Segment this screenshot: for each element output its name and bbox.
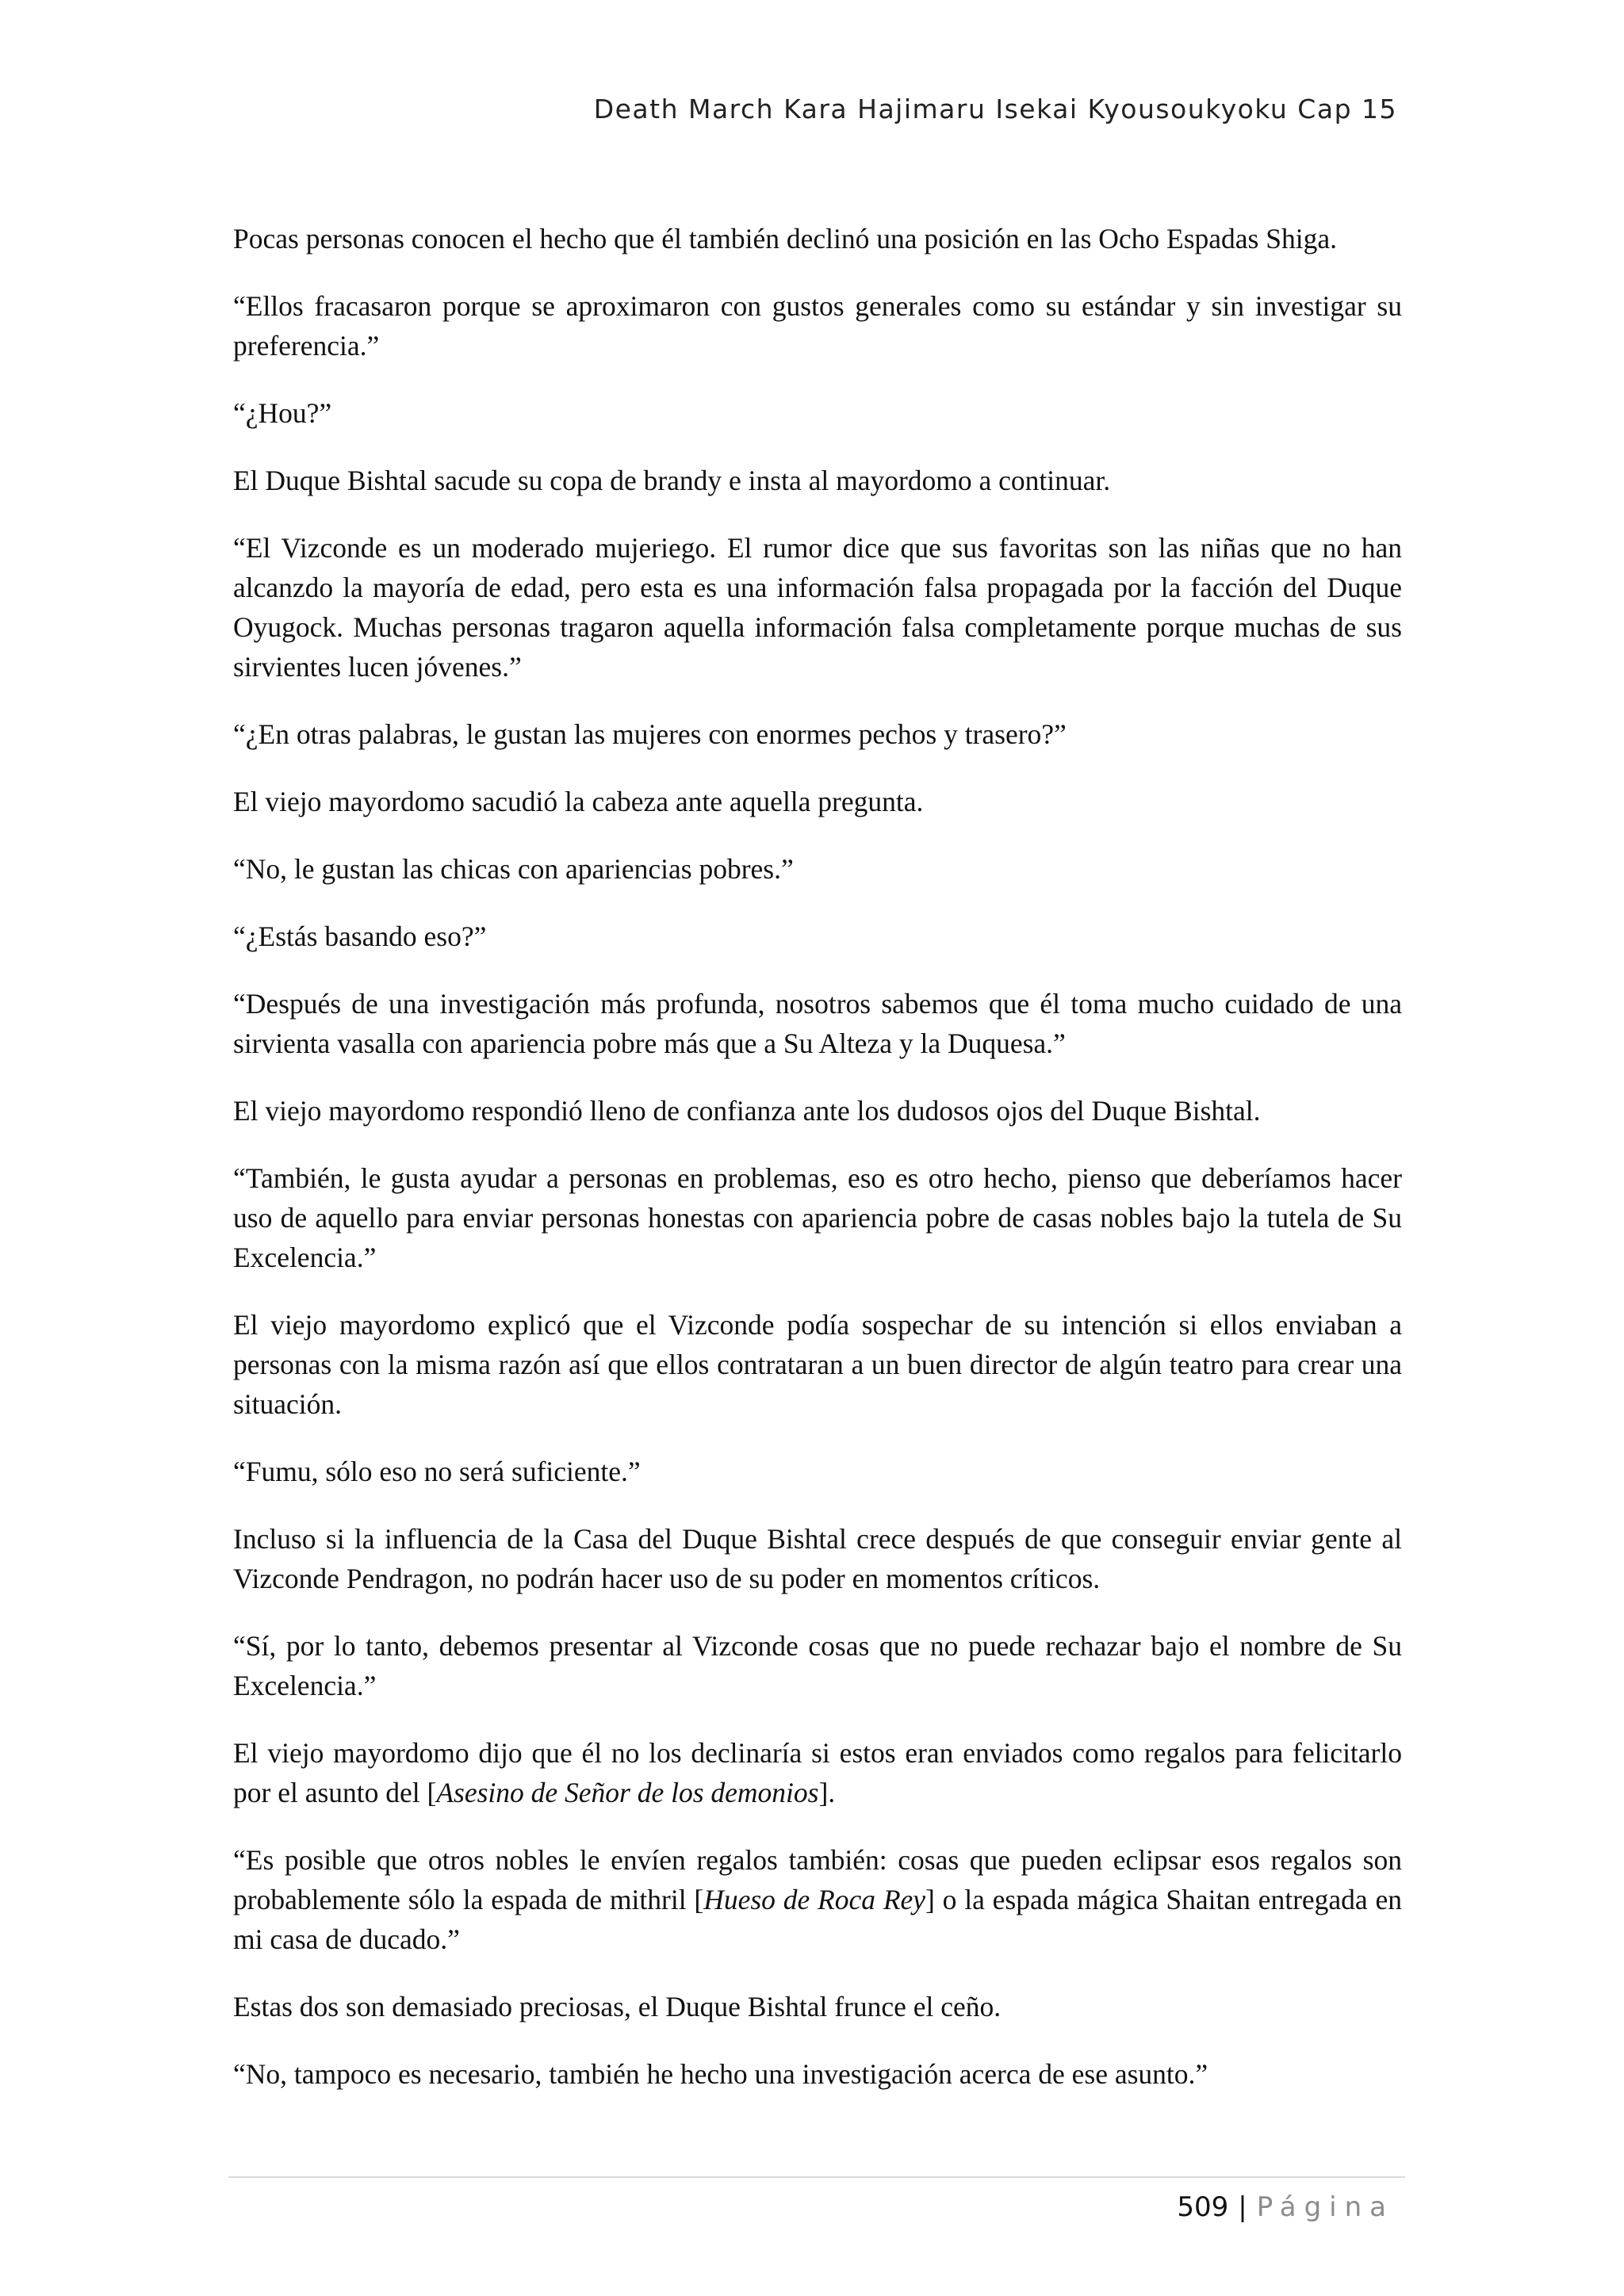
paragraph-text: ] o la espada mágica Shaitan entregada en mi casa de ducado.” <box>233 1884 1402 1955</box>
paragraph: El viejo mayordomo explicó que el Vizconde podía sospechar de su intención si ellos enviaban a personas con la misma razón así que ellos contrataran a un buen director de algún teatro para crear una situación. <box>233 1309 1402 1420</box>
paragraph: “Ellos fracasaron porque se aproximaron con gustos generales como su estándar y sin investigar su preferencia.” <box>233 290 1402 362</box>
paragraph: “Sí, por lo tanto, debemos presentar al Vizconde cosas que no puede rechazar bajo el nombre de Su Excelencia.” <box>233 1630 1402 1701</box>
page-number: 509 <box>1177 2191 1229 2223</box>
page-footer <box>1177 2191 1394 2223</box>
paragraph: “No, le gustan las chicas con apariencias pobres.” <box>233 853 794 885</box>
italic-title: Hueso de Roca Rey <box>703 1884 926 1915</box>
page-body <box>233 219 1402 2122</box>
paragraph: Incluso si la influencia de la Casa del Duque Bishtal crece después de que conseguir enviar gente al Vizconde Pendragon, no podrán hacer uso de su poder en momentos críticos. <box>233 1523 1402 1594</box>
paragraph: “¿En otras palabras, le gustan las mujeres con enormes pechos y trasero?” <box>233 718 1067 750</box>
paragraph-text: ]. <box>818 1777 836 1808</box>
paragraph: “También, le gusta ayudar a personas en problemas, eso es otro hecho, pienso que deberíamos hacer uso de aquello para enviar personas honestas con apariencia pobre de casas nobles bajo la tutela de Su Excelencia.” <box>233 1162 1402 1273</box>
paragraph: Pocas personas conocen el hecho que él también declinó una posición en las Ocho Espadas Shiga. <box>233 223 1337 254</box>
footer-divider <box>228 2176 1405 2178</box>
paragraph: El viejo mayordomo sacudió la cabeza ante aquella pregunta. <box>233 786 924 817</box>
paragraph: “No, tampoco es necesario, también he hecho una investigación acerca de ese asunto.” <box>233 2058 1208 2090</box>
footer-separator: | <box>1238 2191 1247 2223</box>
paragraph: “¿Hou?” <box>233 397 332 429</box>
paragraph <box>233 1840 1402 1959</box>
paragraph: Estas dos son demasiado preciosas, el Duque Bishtal frunce el ceño. <box>233 1991 1002 2022</box>
paragraph: “¿Estás basando eso?” <box>233 920 487 952</box>
paragraph-text: “Es posible que otros nobles le envíen regalos también: cosas que pueden eclipsar esos regalos son probablemente sólo la espada de mithril [ <box>233 1844 1402 1915</box>
paragraph <box>233 1733 1402 1812</box>
italic-title: Asesino de Señor de los demonios <box>436 1777 819 1808</box>
page-label: Página <box>1256 2191 1394 2223</box>
paragraph: “Después de una investigación más profunda, nosotros sabemos que él toma mucho cuidado de una sirvienta vasalla con apariencia pobre más que a Su Alteza y la Duquesa.” <box>233 988 1402 1059</box>
paragraph: El viejo mayordomo respondió lleno de confianza ante los dudosos ojos del Duque Bishtal. <box>233 1095 1261 1127</box>
running-header: Death March Kara Hajimaru Isekai Kyousoukyoku Cap 15 <box>593 94 1397 124</box>
paragraph: “Fumu, sólo eso no será suficiente.” <box>233 1456 641 1487</box>
paragraph: El Duque Bishtal sacude su copa de brandy e insta al mayordomo a continuar. <box>233 465 1111 496</box>
paragraph-text: El viejo mayordomo dijo que él no los declinaría si estos eran enviados como regalos para felicitarlo por el asunto del [ <box>233 1737 1402 1808</box>
paragraph: “El Vizconde es un moderado mujeriego. El rumor dice que sus favoritas son las niñas que no han alcanzdo la mayoría de edad, pero esta es una información falsa propagada por la facción del Duque Oyugock. Muchas personas tragaron aquella información falsa completamente porque muchas de sus sirvientes lucen jóvenes.” <box>233 532 1402 683</box>
